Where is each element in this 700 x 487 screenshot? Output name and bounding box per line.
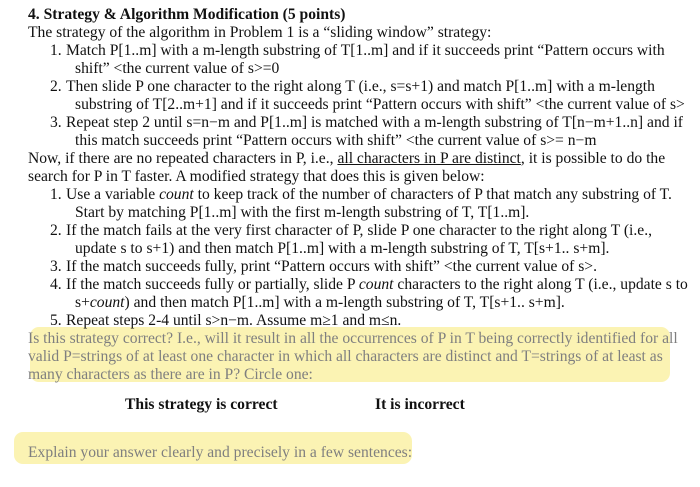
question-line1: Is this strategy correct? I.e., will it result in all the occurrences of P in T being correctly identified for all <box>28 330 678 347</box>
list2-item4-text-b: characters to the right along T (i.e., update s to <box>393 276 688 293</box>
choice-incorrect[interactable]: It is incorrect <box>375 396 465 413</box>
list2-item1-number: 1. <box>50 186 62 203</box>
list2-item4-line1 <box>66 276 688 294</box>
section-title: 4. Strategy & Algorithm Modification (5 points) <box>28 6 346 23</box>
list1-item1-line1: Match P[1..m] with a m-length substring of T[1..m] and if it succeeds print “Pattern occurs with <box>66 42 665 59</box>
list1-item3-number: 3. <box>50 114 62 131</box>
list2-item3-line1: If the match succeeds fully, print “Pattern occurs with shift” <the current value of s>. <box>66 258 597 275</box>
list2-item1-count: count <box>159 186 194 203</box>
now-paragraph-line1 <box>28 150 665 168</box>
now-paragraph-line2: search for P in T faster. A modified strategy that does this is given below: <box>28 168 485 185</box>
list2-item1-line1 <box>66 186 672 204</box>
list1-item2-line1: Then slide P one character to the right along T (i.e., s=s+1) and match P[1..m] with a m-length <box>66 78 655 95</box>
list2-item2-line1: If the match fails at the very first character of P, slide P one character to the right along T (i.e., <box>66 222 652 239</box>
list1-item3-line1: Repeat step 2 until s=n−m and P[1..m] is matched with a m-length substring of T[n−m+1..n] and if <box>66 114 683 131</box>
question-line2: valid P=strings of at least one character in which all characters are distinct and T=strings of at least as <box>28 348 663 365</box>
list2-item2-number: 2. <box>50 222 62 239</box>
list2-item5-number: 5. <box>50 312 62 329</box>
list2-item4-count: count <box>358 276 394 293</box>
list2-item4-line2 <box>75 294 565 312</box>
choice-correct[interactable]: This strategy is correct <box>125 396 278 413</box>
list1-item3-line2: this match succeeds print “Pattern occurs with shift” <the current value of s>= n−m <box>75 132 597 149</box>
list2-item1-text-a: Use a variable <box>66 186 160 203</box>
list1-item1-number: 1. <box>50 42 62 59</box>
list2-item1-text-b: to keep track of the number of characters of P that match any substring of T. <box>193 186 672 203</box>
list2-item3-number: 3. <box>50 258 62 275</box>
list2-item1-line2: Start by matching P[1..m] with the first m-length substring of T, T[1..m]. <box>75 204 530 221</box>
list2-item4-l2-b: ) and then match P[1..m] with a m-length substring of T, T[s+1.. s+m]. <box>124 294 565 311</box>
list1-item2-number: 2. <box>50 78 62 95</box>
distinct-underlined: all characters in P are distinct <box>337 150 521 167</box>
list2-item5-line1: Repeat steps 2-4 until s>n−m. Assume m≥1 and m≤n. <box>66 312 402 329</box>
explain-prompt: Explain your answer clearly and precisely in a few sentences: <box>28 444 413 461</box>
list2-item4-l2-a: s+ <box>75 294 90 311</box>
now-text-b: , it is possible to do the <box>520 150 666 167</box>
list2-item4-l2-count: count <box>89 294 125 311</box>
list1-item1-line2: shift” <the current value of s>=0 <box>75 60 280 77</box>
list1-item2-line2: substring of T[2..m+1] and if it succeeds print “Pattern occurs with shift” <the current value of s> <box>75 96 685 113</box>
list2-item4-text-a: If the match succeeds fully or partially, slide P <box>66 276 359 293</box>
question-line3: many characters as there are in P? Circle one: <box>28 366 313 383</box>
now-text-a: Now, if there are no repeated characters in P, i.e., <box>28 150 338 167</box>
intro-text: The strategy of the algorithm in Problem 1 is a “sliding window” strategy: <box>28 24 492 41</box>
list2-item2-line2: update s to s+1) and then match P[1..m] with a m-length substring of T, T[s+1.. s+m]. <box>75 240 610 257</box>
list2-item4-number: 4. <box>50 276 62 293</box>
